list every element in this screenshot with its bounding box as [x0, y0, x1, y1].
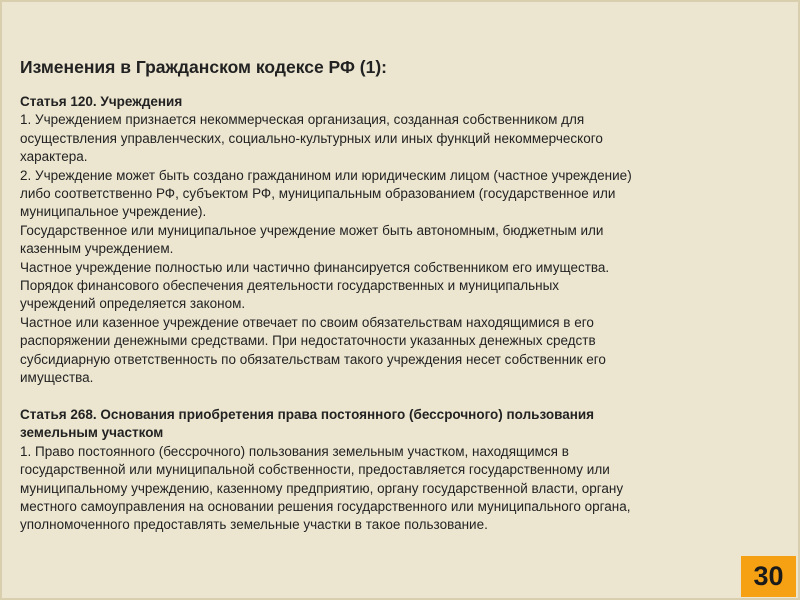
article-268-heading: земельным участком [20, 425, 164, 441]
article-120-heading: Статья 120. Учреждения [20, 94, 183, 109]
article-120-line: 2. Учреждение может быть создано гражданином или юридическим лицом (частное учреждение) [20, 167, 632, 183]
slide-title: Изменения в Гражданском кодексе РФ (1): [20, 57, 388, 77]
article-120-line: либо соответственно РФ, субъектом РФ, муниципальным образованием (государственное или [20, 186, 616, 202]
article-120-line: характера. [20, 149, 88, 165]
article-268-heading: Статья 268. Основания приобретения права постоянного (бессрочного) пользования [20, 406, 595, 422]
article-120-line: учреждений определяется законом. [20, 296, 246, 312]
article-120-line: Порядок финансового обеспечения деятельности государственных и муниципальных [20, 278, 560, 294]
article-120-line: осуществления управленческих, социально-культурных или иных функций некоммерческого [20, 130, 603, 146]
article-120-line: имущества. [20, 370, 94, 386]
article-120-line: распоряжении денежными средствами. При недостаточности указанных денежных средств [20, 333, 596, 349]
article-120-line: Государственное или муниципальное учреждение может быть автономным, бюджетным или [20, 222, 604, 238]
article-120-line: Частное учреждение полностью или частично финансируется собственником его имущества. [20, 259, 610, 275]
article-268-line: местного самоуправления на основании решения государственного или муниципального органа, [20, 498, 631, 514]
slide-content [20, 93, 785, 535]
article-120-line: казенным учреждением. [20, 241, 174, 257]
paragraph-spacer [20, 388, 785, 406]
article-268-line: муниципальному учреждению, казенному предприятию, органу государственной власти, органу [20, 480, 624, 496]
article-120-line: муниципальное учреждение). [20, 204, 207, 220]
article-120-line: 1. Учреждением признается некоммерческая организация, созданная собственником для [20, 112, 585, 128]
page-number-badge: 30 [741, 556, 796, 597]
article-120-line: субсидиарную ответственность по обязательствам такого учреждения несет собственник его [20, 351, 606, 367]
article-120-line: Частное или казенное учреждение отвечает по своим обязательствам находящимися в его [20, 314, 594, 330]
article-268-line: уполномоченного предоставлять земельные участки в такое пользование. [20, 517, 488, 533]
article-268-line: государственной или муниципальной собственности, предоставляется государственному или [20, 462, 610, 478]
article-268-line: 1. Право постоянного (бессрочного) пользования земельным участком, находящимся в [20, 443, 569, 459]
